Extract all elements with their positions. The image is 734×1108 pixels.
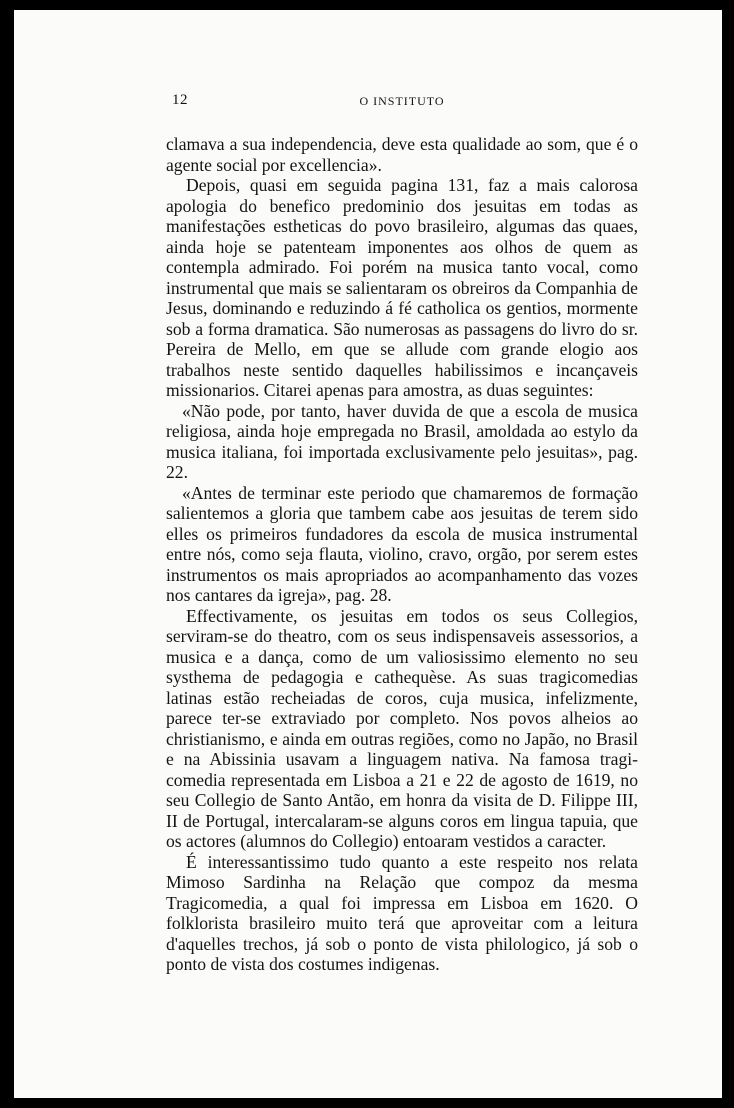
body-text bbox=[166, 134, 638, 975]
page-number: 12 bbox=[172, 92, 188, 108]
running-title: O INSTITUTO bbox=[359, 94, 445, 108]
paragraph-jesuits-apologia: Depois, quasi em seguida pagina 131, faz a mais calorosa apologia do benefico predominio dos jesuitas em todas as manifestações estheticas do povo brasileiro, algumas das quaes, ainda hoje se patenteam imponentes aos olhos de quem as contempla admirado. Foi porém na musica tanto vocal, como instrumental que mais se salientaram os obreiros da Companhia de Jesus, dominando e reduzindo á fé catholica os gentios, mormente sob a forma dramatica. São numerosas as passagens do livro do sr. Pereira de Mello, em que se allude com grande elogio aos trabalhos neste sentido daquelles habilissimos e incançaveis missionarios. Citarei apenas para amostra, as duas seguintes: bbox=[166, 175, 638, 400]
quote-instrumental-music: «Antes de terminar este periodo que chamaremos de formação salientemos a gloria que tambem cabe aos jesuitas de terem sido elles os primeiros fundadores da escola de musica instrumental entre nós, como seja flauta, violino, cravo, orgão, por serem estes instrumentos os mais apropriados ao acompanhamento das vozes nos cantares da igreja», pag. 28. bbox=[166, 482, 638, 605]
paragraph-mimoso-sardinha: É interessantissimo tudo quanto a este respeito nos relata Mimoso Sardinha na Relação que compoz da mesma Tragicomedia, a qual foi impressa em Lisboa em 1620. O folklorista brasileiro muito terá que aproveitar com a leitura d'aquelles trechos, já sob o ponto de vista philologico, já sob o ponto de vista dos costumes indigenas. bbox=[166, 851, 638, 974]
document-page bbox=[14, 10, 722, 1098]
paragraph-continuation: clamava a sua independencia, deve esta qualidade ao som, que é o agente social por excellencia». bbox=[166, 134, 638, 175]
quote-religious-music: «Não pode, por tanto, haver duvida de que a escola de musica religiosa, ainda hoje empregada no Brasil, amoldada ao estylo da musica italiana, foi importada exclusivamente pelo jesuitas», pag. 22. bbox=[166, 400, 638, 482]
page-header bbox=[172, 92, 632, 118]
paragraph-jesuit-theatre: Effectivamente, os jesuitas em todos os seus Collegios, serviram-se do theatro, com os seus indispensaveis assessorios, a musica e a dança, como de um valiosissimo elemento no seu systhema de pedagogia e cathequèse. As suas tragicomedias latinas estão recheiadas de coros, cuja musica, infelizmente, parece ter-se extraviado por completo. Nos povos alheios ao christianismo, e ainda em outras regiões, como no Japão, no Brasil e na Abissinia usavam a linguagem nativa. Na famosa tragi-comedia representada em Lisboa a 21 e 22 de agosto de 1619, no seu Collegio de Santo Antão, em honra da visita de D. Filippe III, II de Portugal, intercalaram-se alguns coros em lingua tapuia, que os actores (alumnos do Collegio) entoaram vestidos a caracter. bbox=[166, 605, 638, 851]
